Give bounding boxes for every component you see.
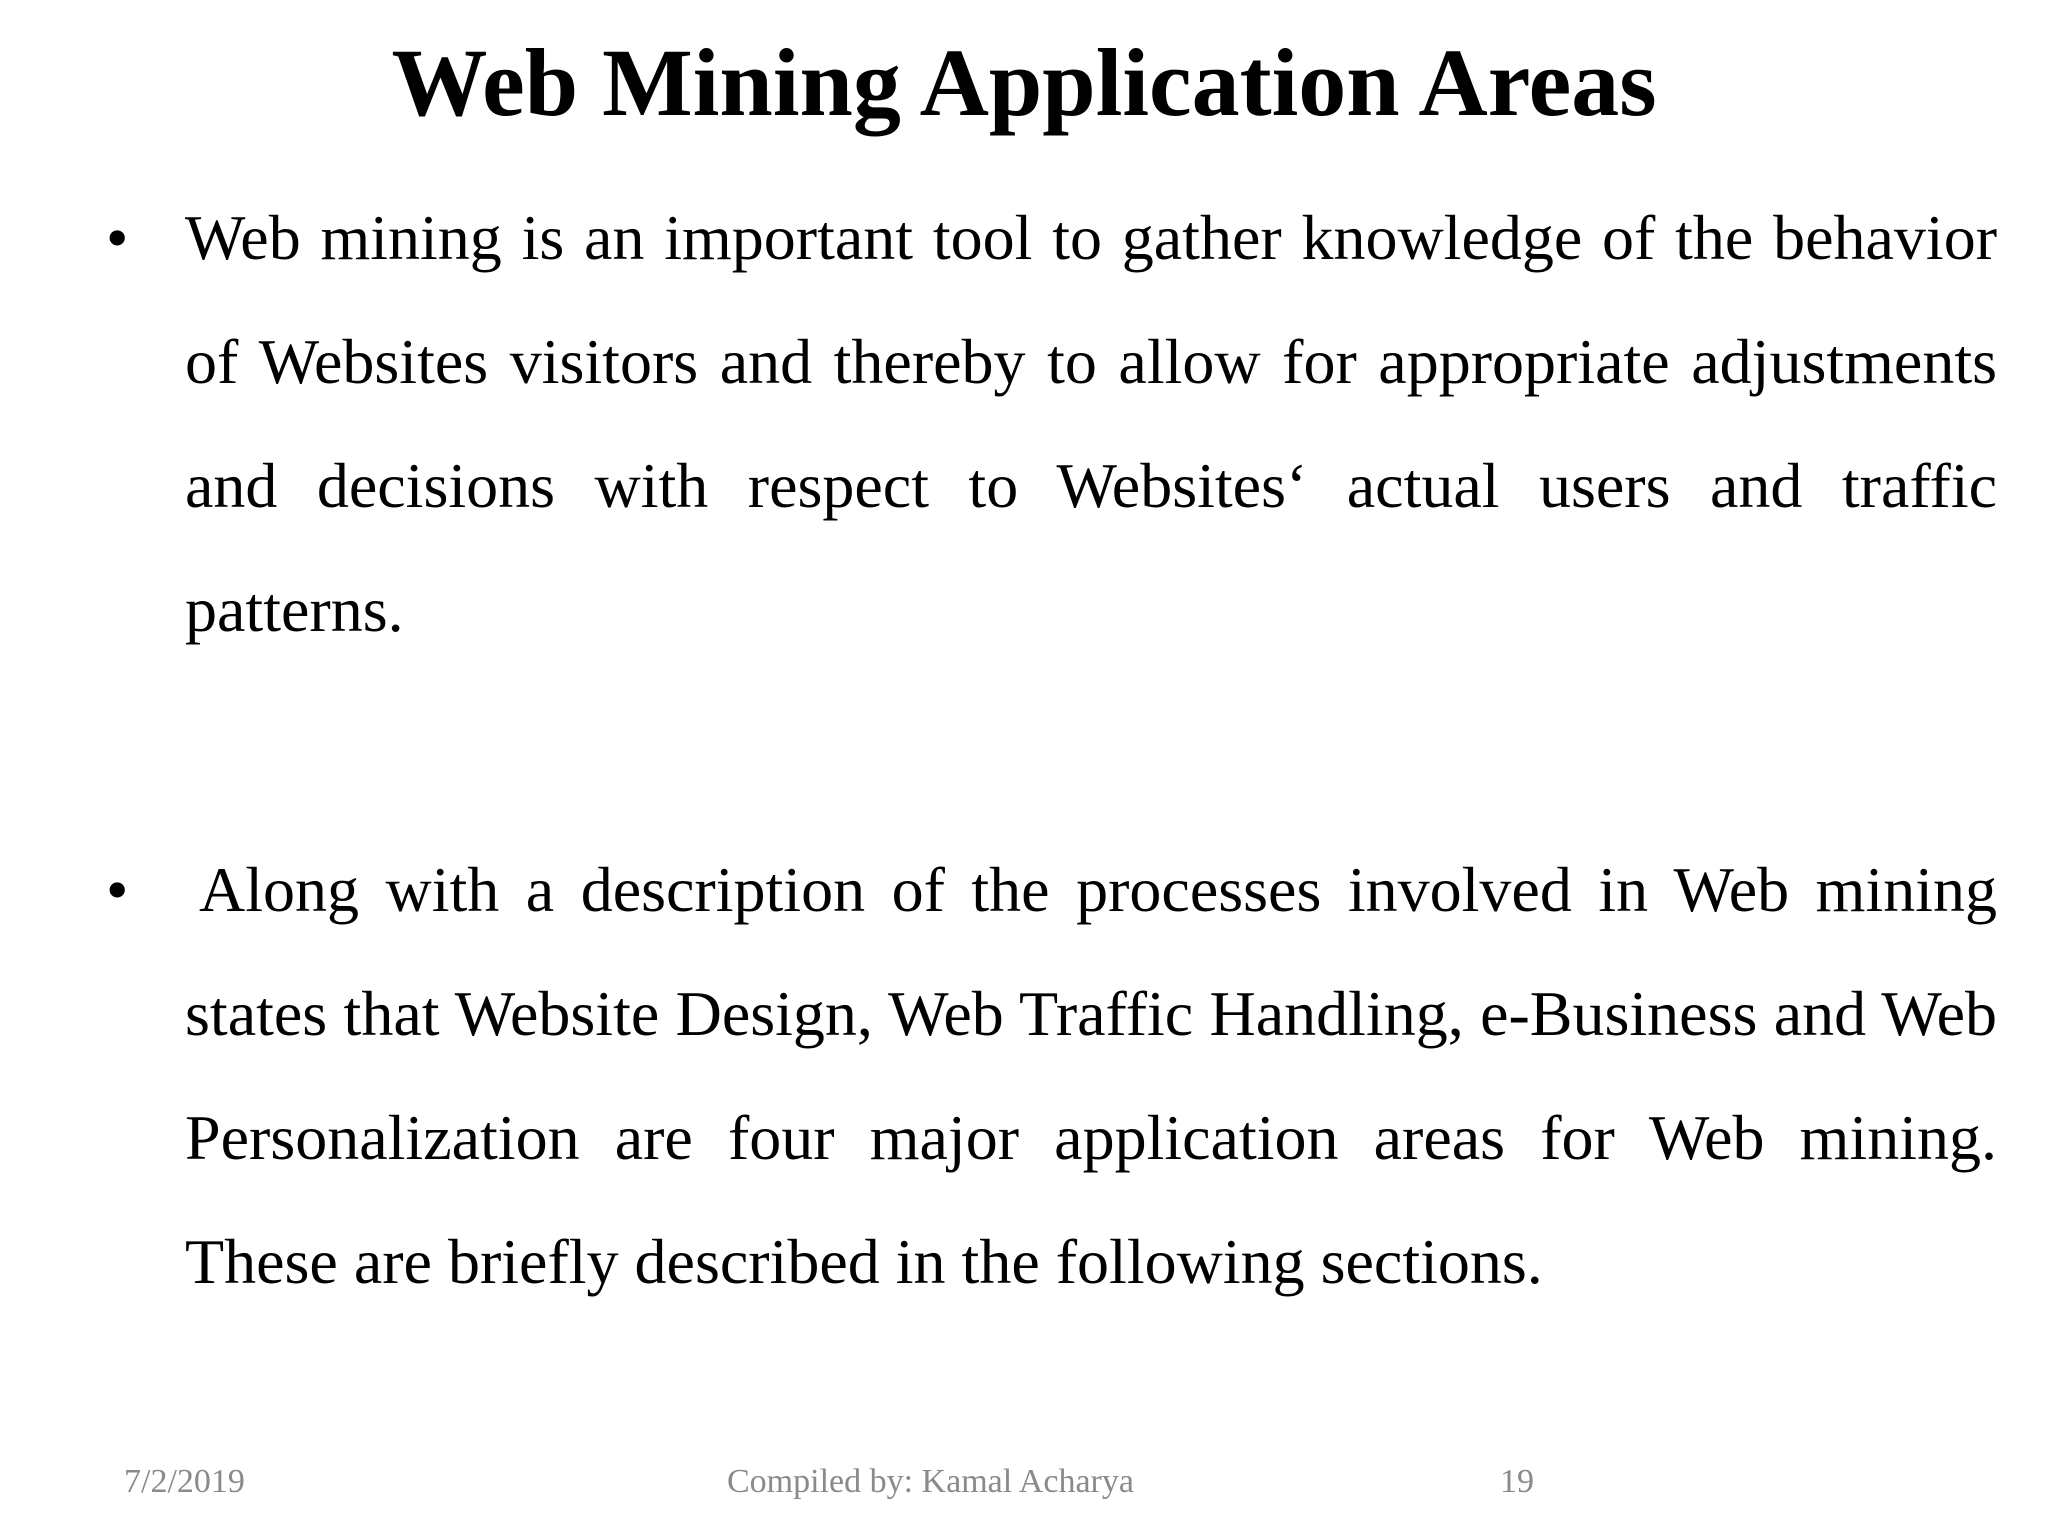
slide-title: Web Mining Application Areas [391,29,1657,136]
footer-date: 7/2/2019 [124,1463,245,1500]
bullet-text: Along with a description of the processes involved in Web mining states that Website Design, Web Traffic Handling, e-Business and Web Personalization are four major application areas for Web mining. These are briefly described in the following sections. [185,854,1997,1297]
bullet-marker: • [106,854,129,925]
footer-author: Compiled by: Kamal Acharya [727,1463,1134,1500]
footer-page-number: 19 [1500,1463,1534,1500]
bullet-text: Web mining is an important tool to gather knowledge of the behavior of Websites visitors and thereby to allow for appropriate adjustments and decisions with respect to Websites‘ actual users and traffic patterns. [185,202,1997,645]
bullet-marker: • [106,202,129,273]
